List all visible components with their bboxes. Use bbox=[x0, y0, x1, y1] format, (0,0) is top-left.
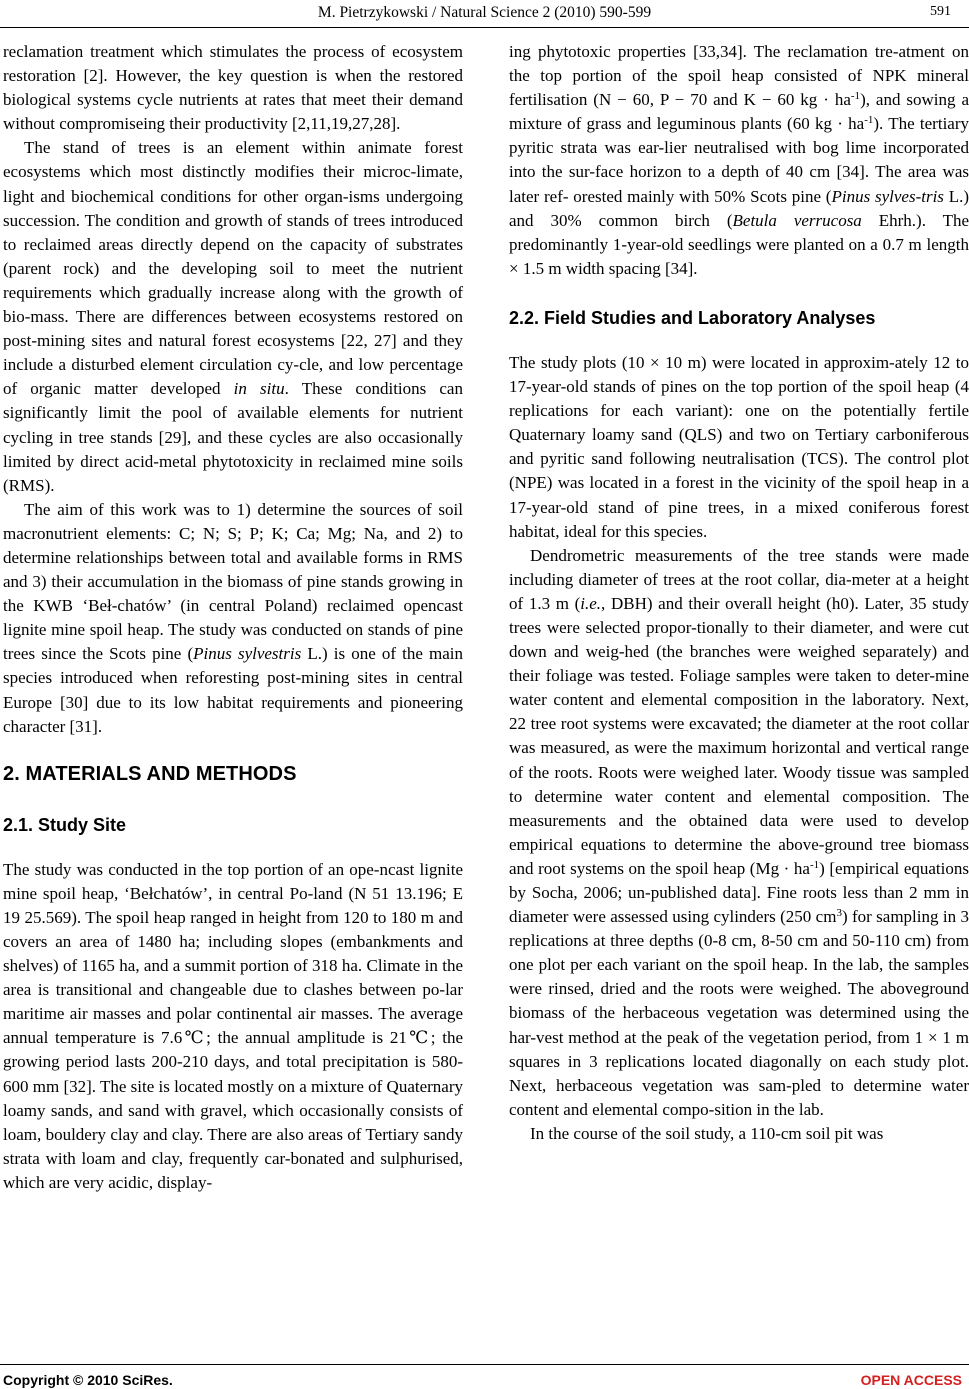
subsection-heading: 2.2. Field Studies and Laboratory Analyses bbox=[509, 307, 876, 328]
paragraph: The study was conducted in the top portion of an ope-ncast lignite mine spoil heap, ‘Bełchatów’, in central Po-land (N 51 13.196; E 19 25.569). The spoil heap ranged in height from 120 to 180 m and covers an area of 1480 ha; including slopes (embankments and shelves) of 1165 ha, and a summit portion of 318 ha. Climate in the area is transitional and changeable due to clashes between po-lar maritime air masses and polar continental air masses. The average annual temperature is 7.6℃; the annual amplitude is 21℃; the growing period lasts 200-210 days, and total precipitation is 580-600 mm [32]. The site is located mostly on a mixture of Quaternary loamy sands, and sand with gravel, which occasionally consists of loam, bouldery clay and clay. There are also areas of Tertiary sandy strata with loam and clay, frequently car-bonated and sulphurised, which are very acidic, display- bbox=[3, 859, 463, 1192]
paragraph: Dendrometric measurements of the tree stands were made including diameter of trees at the root collar, dia-meter at a height of 1.3 m (i.e., DBH) and their overall height (h0). Later, 35 study trees were selected propor-tionally to their diameter, and were cut down and weig-hed (the branches were weighed separately) and their foliage was tested. Foliage samples were taken to deter-mine water content and elemental composition in the laboratory. Next, 22 tree root systems were excavated; the diameter at the root collar was measured, as were the maximum horizontal and vertical range of the roots. Roots were weighed later. Woody tissue was sampled to determine water content and elemental composition. The measurements and the obtained data were used to develop empirical equations to determine the above-ground tree biomass and root systems on the spoil heap $(Mg \cdot ha^{-1})$ [empirical equations by Socha, 2006; un-published data]. Fine roots less than 2 mm in diameter were assessed using cylinders (250 $cm^3$) for sampling in 3 replications at three depths (0-8 cm, 8-50 cm and 50-110 cm) from one plot per each variant on the spoil heap. In the lab, the samples were rinsed, dried and the roots were weighed. The aboveground biomass of the herbaceous vegetation was determined using the har-vest method at the peak of the vegetation period, from 1 × 1 m squares in 3 replications located diagonally on each study plot. Next, herbaceous vegetation was sam-pled to determine water content and elemental compo-sition in the lab. bbox=[509, 545, 969, 1119]
open-access-label: OPEN ACCESS bbox=[860, 1372, 962, 1388]
left-column bbox=[3, 40, 463, 1195]
paragraph: The aim of this work was to 1) determine the sources of soil macronutrient elements: C; N; S; P; K; Ca; Mg; Na, and 2) to determine relationships between total and available forms in RMS and 3) their accumulation in the biomass of pine stands growing in the KWB ‘Beł-chatów’ (in central Poland) reclaimed opencast lignite mine spoil heap. The study was conducted on stands of pine trees since the Scots pine (Pinus sylvestris L.) is one of the main species introduced when reforesting post-mining sites in central Europe [30] due to its low habitat requirements and pioneering character [31]. bbox=[3, 499, 463, 736]
paragraph: ing phytotoxic properties [33,34]. The reclamation tre-atment on the top portion of the spoil heap consisted of NPK mineral fertilisation (N − 60, P − 70 and K − 60 kg · $ha^{-1}$), and sowing a mixture of grass and leguminous plants (60 kg · $ha^{-1}$). The tertiary pyritic strata was ear-lier neutralised with bog lime incorporated into the sur-face horizon to a depth of 40 cm [34]. The area was later ref- orested mainly with 50% Scots pine (Pinus sylves-tris L.) and 30% common birch (Betula verrucosa Ehrh.). The predominantly 1-year-old seedlings were planted on a 0.7 m length × 1.5 m width spacing [34]. bbox=[509, 42, 969, 278]
header-rule bbox=[0, 27, 969, 28]
subsection-heading: 2.1. Study Site bbox=[3, 814, 127, 835]
paragraph: reclamation treatment which stimulates the process of ecosystem restoration [2]. However, the key question is when the restored biological systems cycle nutrients at rates that meet their demand without compromiseing their productivity [2,11,19,27,28]. bbox=[3, 42, 463, 134]
paragraph: The study plots (10 × 10 m) were located in approxim-ately 12 to 17-year-old stands of pines on the top portion of the spoil heap (4 replications for each variant): one on the potentially fertile Quaternary loamy sand (QLS) and two on Tertiary carboniferous and pyritic sand following neutralisation (TCS). The control plot (NPE) was located in a forest in the vicinity of the spoil heap in a 17-year-old stand of pine trees, in a mixed coniferous forest habitat, ideal for this species. bbox=[509, 352, 969, 541]
right-column bbox=[509, 40, 969, 1146]
copyright-notice: Copyright © 2010 SciRes. bbox=[3, 1372, 173, 1388]
page-footer bbox=[0, 1364, 969, 1386]
section-heading: 2. MATERIALS AND METHODS bbox=[3, 762, 297, 785]
paragraph: In the course of the soil study, a 110-cm soil pit was bbox=[530, 1123, 884, 1143]
page-number: 591 bbox=[930, 4, 951, 19]
running-title: M. Pietrzykowski / Natural Science 2 (2010) 590-599 bbox=[317, 4, 652, 21]
page-header bbox=[0, 4, 969, 24]
paragraph: The stand of trees is an element within animate forest ecosystems which most distinctly modifies their microc-limate, light and biochemical conditions for other organ-isms undergoing succession. The condition and growth of stands of trees introduced to reclaimed areas directly depend on the capacity of substrates (parent rock) and the developing soil to meet the nutrient requirements which gradually increase along with the growth of bio-mass. There are differences between ecosystems restored on post-mining sites and natural forest ecosystems [22, 27] and they include a disturbed element circulation cy-cle, and low percentage of organic matter developed in situ. These conditions can significantly limit the pool of available elements for nutrient cycling in tree stands [29], and these cycles are also occasionally limited by direct acid-metal phytotoxicity in reclaimed mine soils (RMS). bbox=[3, 138, 463, 495]
